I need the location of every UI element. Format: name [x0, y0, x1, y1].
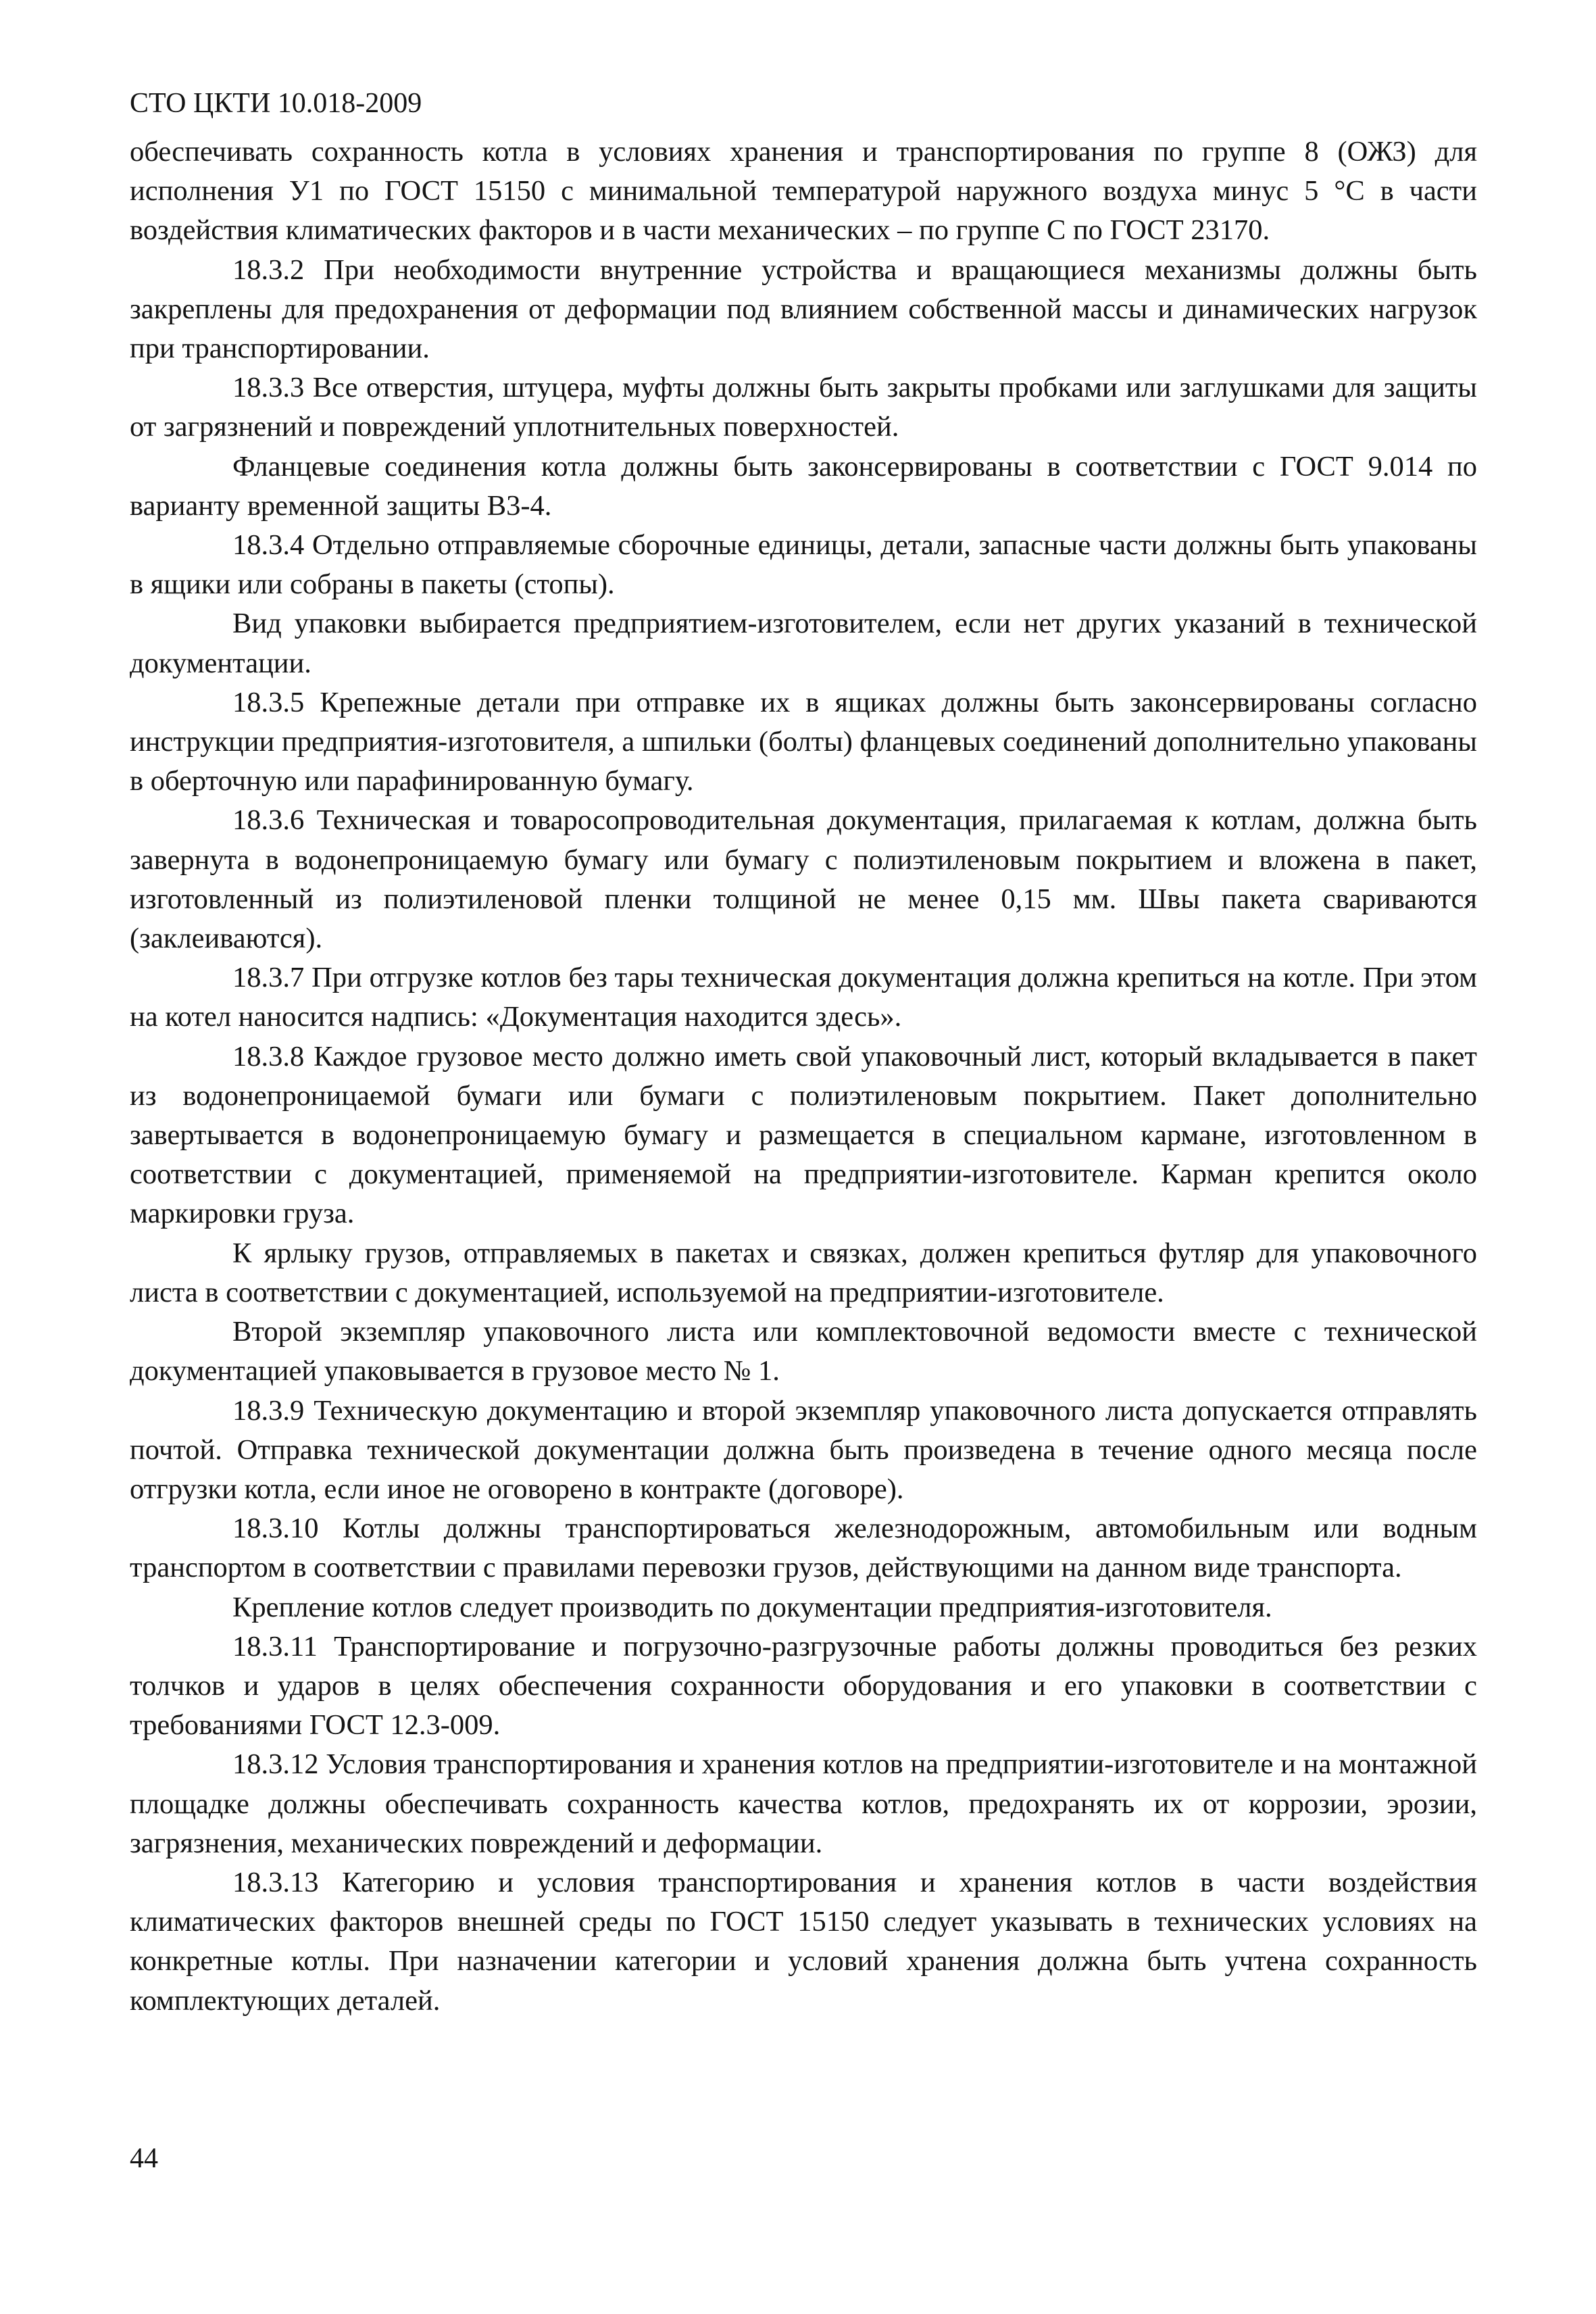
- paragraph-label-case: К ярлыку грузов, отправляемых в пакетах и связках, должен крепиться футляр для упаковочного листа в соответствии с документацией, используемой на предприятии-изготовителе.: [130, 1237, 1477, 1308]
- paragraph-18-3-5: 18.3.5 Крепежные детали при отправке их в ящиках должны быть законсервированы согласно инструкции предприятия-изготовителя, а шпильки (болты) фланцевых соединений дополнительно упакованы в оберточную или парафинированную бумагу.: [130, 686, 1477, 797]
- paragraph-fastening: Крепление котлов следует производить по документации предприятия-изготовителя.: [232, 1591, 1272, 1623]
- page-header: СТО ЦКТИ 10.018-2009: [130, 88, 422, 119]
- paragraph-flange-connections: Фланцевые соединения котла должны быть законсервированы в соответствии с ГОСТ 9.014 по варианту временной защиты В3-4.: [130, 450, 1477, 522]
- paragraph-18-3-7: 18.3.7 При отгрузке котлов без тары техническая документация должна крепиться на котле. При этом на котел наносится надпись: «Документация находится здесь».: [130, 962, 1477, 1033]
- document-body: [130, 132, 1477, 2021]
- page-number: 44: [130, 2143, 158, 2174]
- paragraph-18-3-11: 18.3.11 Транспортирование и погрузочно-разгрузочные работы должны проводиться без резких толчков и ударов в целях обеспечения сохранности оборудования и его упаковки в соответствии с требованиями ГОСТ 12.3-009.: [130, 1630, 1477, 1742]
- paragraph-18-3-12: 18.3.12 Условия транспортирования и хранения котлов на предприятии-изготовителе и на монтажной площадке должны обеспечивать сохранность качества котлов, предохранять их от коррозии, эрозии, загрязнения, механических повреждений и деформации.: [130, 1748, 1477, 1859]
- paragraph-second-copy: Второй экземпляр упаковочного листа или комплектовочной ведомости вместе с технической документацией упаковывается в грузовое место № 1.: [130, 1316, 1477, 1387]
- paragraph-18-3-8: 18.3.8 Каждое грузовое место должно иметь свой упаковочный лист, который вкладывается в пакет из водонепроницаемой бумаги или бумаги с полиэтиленовым покрытием. Пакет дополнительно завертывается в водонепроницаемую бумагу и размещается в специальном кармане, изготовленном в соответствии с документацией, применяемой на предприятии-изготовителе. Карман крепится около маркировки груза.: [130, 1040, 1477, 1230]
- paragraph-18-3-13: 18.3.13 Категорию и условия транспортирования и хранения котлов в части воздействия климатических факторов внешней среды по ГОСТ 15150 следует указывать в технических условиях на конкретные котлы. При назначении категории и условий хранения должна быть учтена сохранность комплектующих деталей.: [130, 1866, 1477, 2017]
- paragraph-18-3-3: 18.3.3 Все отверстия, штуцера, муфты должны быть закрыты пробками или заглушками для защиты от загрязнений и повреждений уплотнительных поверхностей.: [130, 372, 1477, 443]
- paragraph-18-3-4: 18.3.4 Отдельно отправляемые сборочные единицы, детали, запасные части должны быть упакованы в ящики или собраны в пакеты (стопы).: [130, 529, 1477, 601]
- paragraph-18-3-10: 18.3.10 Котлы должны транспортироваться железнодорожным, автомобильным или водным транспортом в соответствии с правилами перевозки грузов, действующими на данном виде транспорта.: [130, 1512, 1477, 1584]
- paragraph-18-3-9: 18.3.9 Техническую документацию и второй экземпляр упаковочного листа допускается отправлять почтой. Отправка технической документации должна быть произведена в течение одного месяца после отгрузки котла, если иное не оговорено в контракте (договоре).: [130, 1394, 1477, 1505]
- paragraph-continuation: обеспечивать сохранность котла в условиях хранения и транспортирования по группе 8 (ОЖЗ) для исполнения У1 по ГОСТ 15150 с минимальной температурой наружного воздуха минус 5 °С в части воздействия климатических факторов и в части механических – по группе С по ГОСТ 23170.: [130, 136, 1477, 247]
- paragraph-18-3-6: 18.3.6 Техническая и товаросопроводительная документация, прилагаемая к котлам, должна быть завернута в водонепроницаемую бумагу или бумагу с полиэтиленовым покрытием и вложена в пакет, изготовленный из полиэтиленовой пленки толщиной не менее 0,15 мм. Швы пакета свариваются (заклеиваются).: [130, 804, 1477, 955]
- paragraph-18-3-2: 18.3.2 При необходимости внутренние устройства и вращающиеся механизмы должны быть закреплены для предохранения от деформации под влиянием собственной массы и динамических нагрузок при транспортировании.: [130, 253, 1477, 365]
- paragraph-packaging-type: Вид упаковки выбирается предприятием-изготовителем, если нет других указаний в технической документации.: [130, 608, 1477, 679]
